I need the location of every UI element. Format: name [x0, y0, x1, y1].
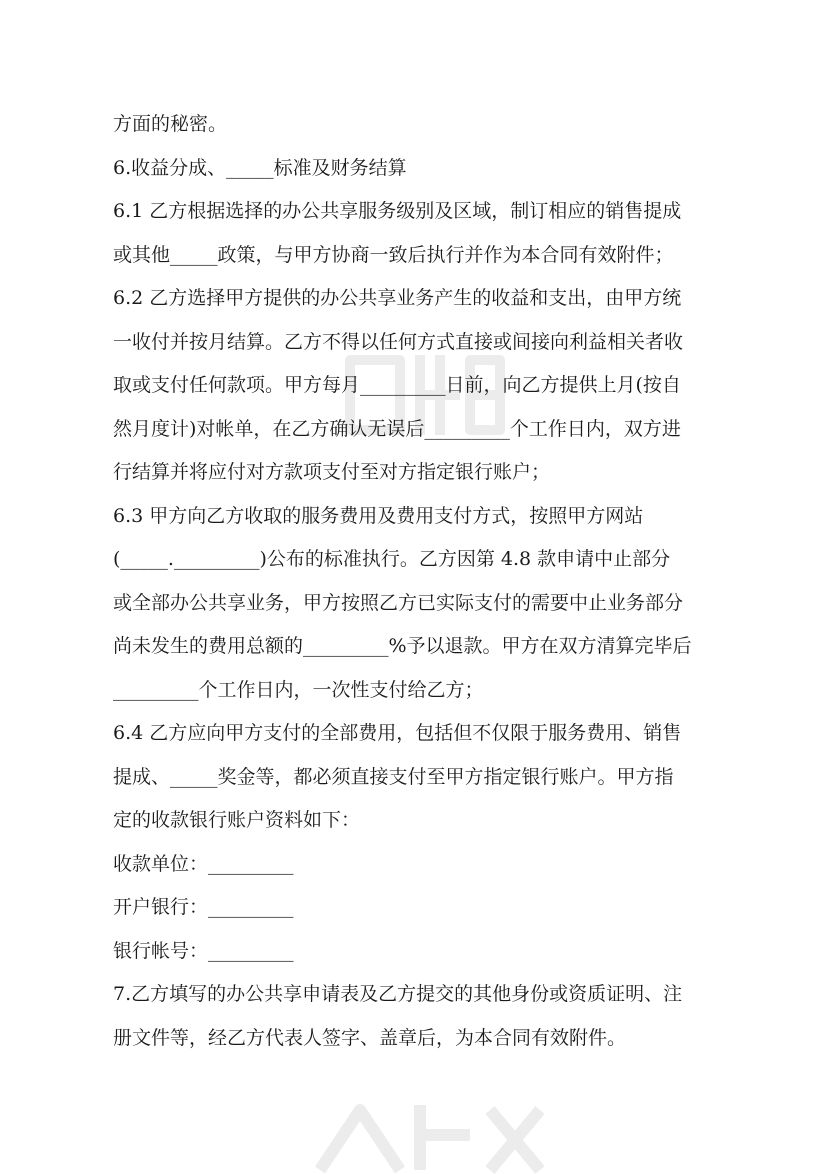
text-line: 行结算并将应付对方款项支付至对方指定银行账户； [113, 461, 551, 483]
text-line: 6.3 甲方向乙方收取的服务费用及费用支付方式，按照甲方网站 [113, 504, 644, 527]
watermark-mark-bottom [300, 1080, 560, 1174]
text-line: (_____._________)公布的标准执行。乙方因第 4.8 款申请中止部分 [113, 548, 671, 570]
text-line: 方面的秘密。 [113, 113, 228, 135]
text-line: 6.2 乙方选择甲方提供的办公共享业务产生的收益和支出，由甲方统 [113, 287, 682, 309]
text-line: 提成、_____奖金等，都必须直接支付至甲方指定银行账户。甲方指 [113, 765, 674, 788]
text-line: 册文件等，经乙方代表人签字、盖章后，为本合同有效附件。 [113, 1026, 627, 1049]
text-line: 取或支付任何款项。甲方每月_________日前，向乙方提供上月(按自 [113, 374, 681, 396]
text-line: 7.乙方填写的办公共享申请表及乙方提交的其他身份或资质证明、注 [113, 983, 683, 1005]
text-line: 尚未发生的费用总额的_________%予以退款。甲方在双方清算完毕后 [113, 635, 692, 657]
bank-field: 开户银行：_________ [113, 896, 294, 918]
text-line: 或全部办公共享业务，甲方按照乙方已实际支付的需要中止业务部分 [113, 591, 684, 614]
text-line: 或其他_____政策，与甲方协商一致后执行并作为本合同有效附件； [113, 243, 674, 266]
text-line: 然月度计)对帐单，在乙方确认无误后_________个工作日内，双方进 [113, 417, 681, 440]
text-line: 6.4 乙方应向甲方支付的全部费用，包括但不仅限于服务费用、销售 [113, 722, 682, 744]
text-line: _________个工作日内，一次性支付给乙方； [113, 678, 484, 701]
document-body [113, 103, 719, 1060]
text-line: 一收付并按月结算。乙方不得以任何方式直接或间接向利益相关者收 [113, 330, 684, 353]
section-heading: 6.收益分成、_____标准及财务结算 [113, 156, 407, 179]
text-line: 定的收款银行账户资料如下： [113, 809, 361, 831]
payee-field: 收款单位：_________ [113, 852, 294, 875]
account-number-field: 银行帐号：_________ [113, 939, 294, 962]
text-line: 6.1 乙方根据选择的办公共享服务级别及区域，制订相应的销售提成 [113, 200, 682, 222]
